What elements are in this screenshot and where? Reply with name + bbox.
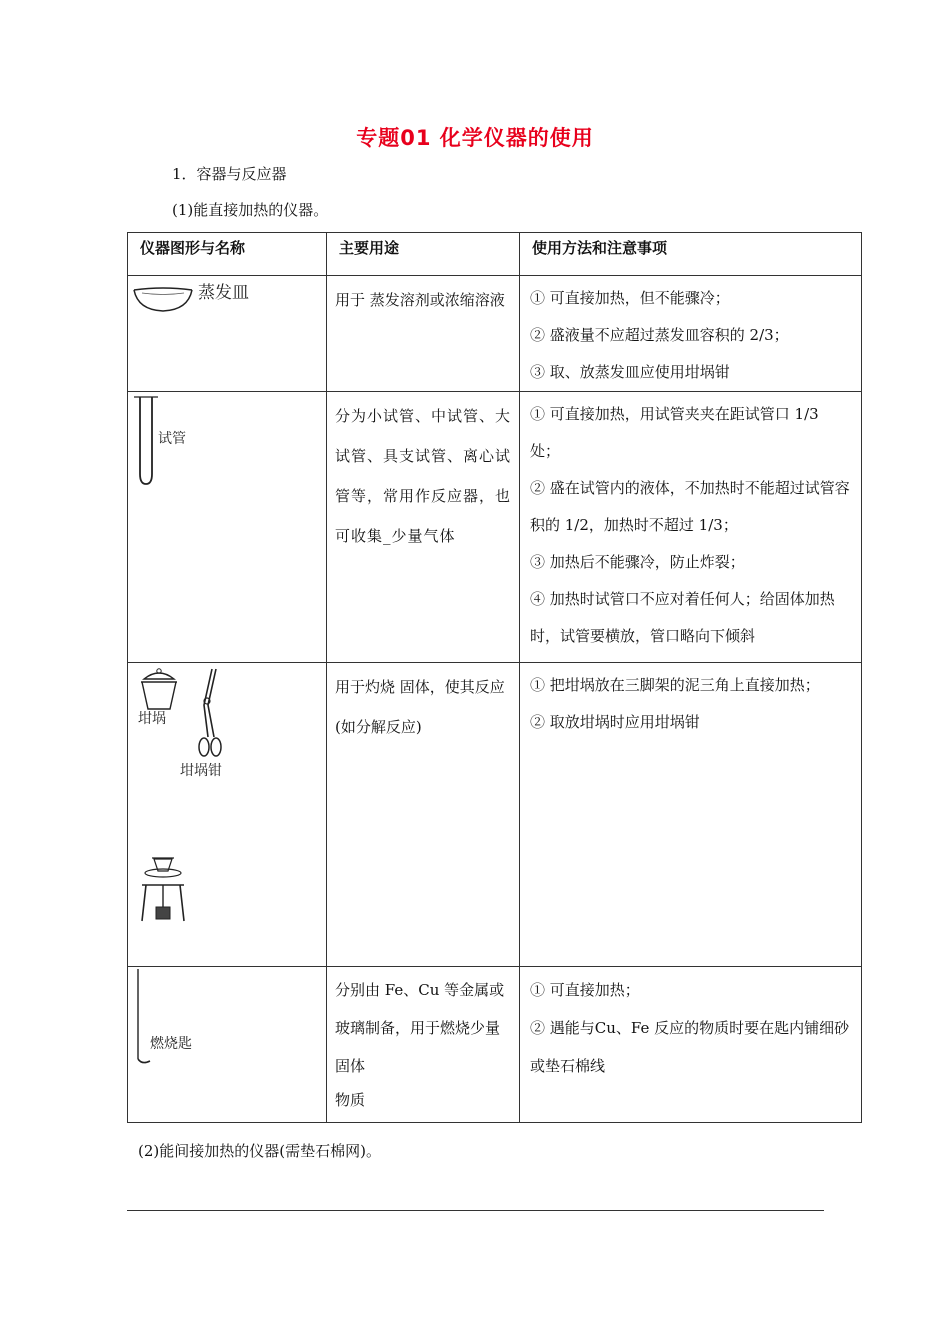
instrument-name: 坩埚钳: [180, 763, 222, 779]
instrument-name: 试管: [158, 431, 186, 447]
use-text: 物质: [335, 1091, 366, 1109]
use-cell: [327, 967, 520, 1123]
table-row: [128, 276, 862, 392]
notes-cell: [520, 663, 862, 967]
instrument-cell: [128, 663, 327, 967]
note-item: ① 可直接加热，用试管夹夹在距试管口 1/3 处；: [530, 405, 819, 460]
notes-cell: [520, 967, 862, 1123]
section-heading: 1．容器与反应器: [172, 165, 287, 183]
instrument-name: 坩埚: [138, 711, 166, 727]
use-cell: [327, 663, 520, 967]
notes-cell: [520, 276, 862, 392]
table-row: [128, 392, 862, 663]
note-item: ① 可直接加热，但不能骤冷；: [530, 289, 730, 307]
note-item: ① 把坩埚放在三脚架的泥三角上直接加热；: [530, 676, 820, 694]
note-item: ② 盛液量不应超过蒸发皿容积的 2/3；: [530, 326, 789, 344]
header-cell: 主要用途: [327, 233, 520, 276]
use-text: 分为小试管、中试管、大试管、具支试管、离心试管等，常用作反应器，也可收集_少量气体: [335, 407, 512, 545]
divider: [127, 1210, 824, 1211]
instrument-cell: [128, 392, 327, 663]
header-cell: 使用方法和注意事项: [520, 233, 862, 276]
instrument-cell: [128, 276, 327, 392]
tripod-burner-image: [138, 845, 188, 925]
instrument-cell: [128, 967, 327, 1123]
note-item: ④ 加热时试管口不应对着任何人；给固体加热时，试管要横放，管口略向下倾斜: [530, 590, 835, 645]
table-row: [128, 967, 862, 1123]
table-row: [128, 663, 862, 967]
subsection-heading: (2)能间接加热的仪器(需垫石棉网)。: [138, 1142, 381, 1160]
note-item: ③ 加热后不能骤冷，防止炸裂；: [530, 553, 745, 571]
instrument-table: [127, 232, 862, 1123]
note-item: ① 可直接加热；: [530, 981, 640, 999]
header-cell: 仪器图形与名称: [128, 233, 327, 276]
use-cell: [327, 392, 520, 663]
page-title: 专题01 化学仪器的使用: [356, 126, 594, 150]
use-cell: [327, 276, 520, 392]
crucible-tongs-image: [190, 665, 230, 760]
note-item: ② 遇能与Cu、Fe 反应的物质时要在匙内铺细砂或垫石棉线: [530, 1019, 850, 1075]
use-text: 分别由 Fe、Cu 等金属或玻璃制备，用于燃烧少量固体: [335, 981, 505, 1075]
table-header-row: [128, 233, 862, 276]
notes-cell: [520, 392, 862, 663]
instrument-name: 蒸发皿: [198, 283, 249, 303]
evaporating-dish-image: [132, 284, 194, 314]
instrument-name: 燃烧匙: [150, 1036, 192, 1052]
crucible-image: [136, 665, 182, 713]
use-text: 用于 蒸发溶剂或浓缩溶液: [335, 291, 505, 309]
subsection-heading: (1)能直接加热的仪器。: [172, 201, 329, 219]
use-text: 用于灼烧 固体，使其反应(如分解反应): [335, 678, 505, 736]
note-item: ② 取放坩埚时应用坩埚钳: [530, 713, 700, 731]
note-item: ③ 取、放蒸发皿应使用坩埚钳: [530, 363, 730, 381]
note-item: ② 盛在试管内的液体，不加热时不能超过试管容积的 1/2，加热时不超过 1/3；: [530, 479, 850, 534]
